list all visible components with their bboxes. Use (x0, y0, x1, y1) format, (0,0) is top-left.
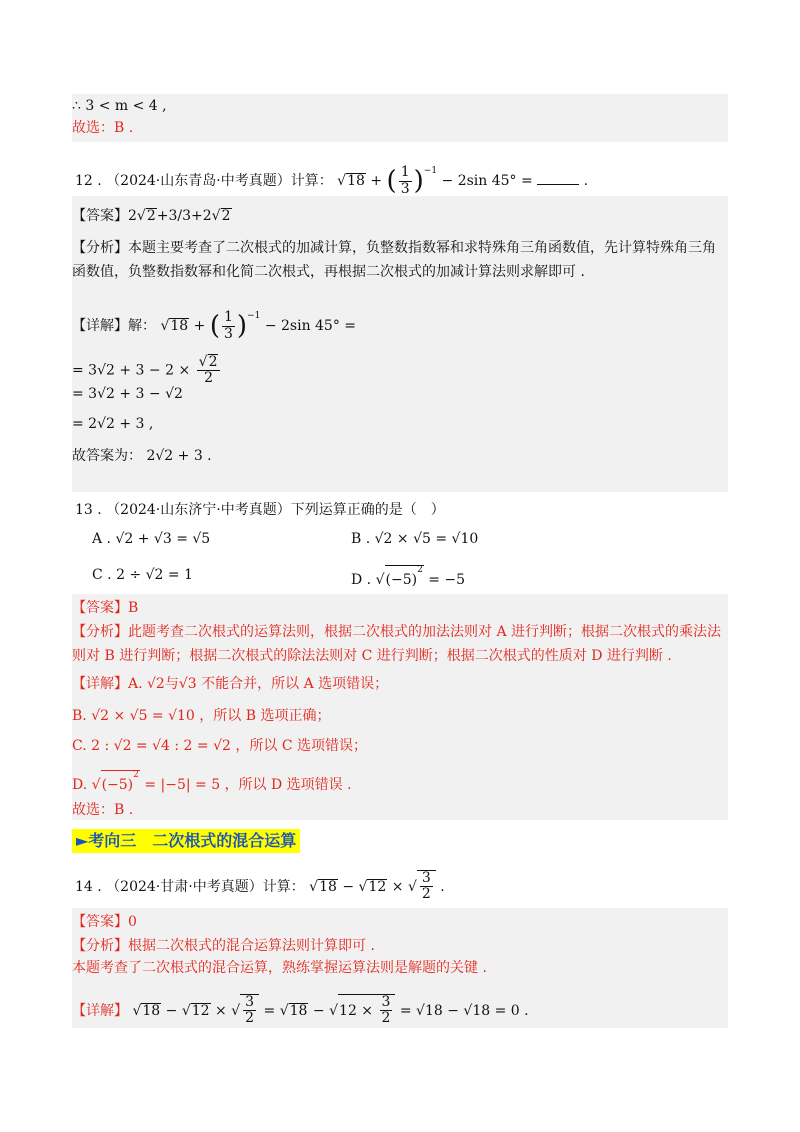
left-paren: ( (386, 166, 397, 196)
exponent-neg1: −1 (423, 166, 438, 176)
sqrt-2: √2 (136, 208, 156, 224)
answer-blank[interactable] (537, 172, 579, 185)
answer-tail: +3/3+2 (156, 208, 212, 224)
right-paren: ) (413, 166, 424, 196)
detail-c-expr: 2 : √2 = √4 : 2 = √2 (91, 738, 231, 754)
final-answer: 故答案为： 2√2 + 3 . (72, 448, 212, 464)
plus-sign: + (370, 173, 383, 189)
question-14 (75, 870, 445, 903)
fraction-one-third: $\frac{1}{3}$ (224, 309, 233, 342)
solution-box-13 (72, 594, 728, 820)
detail-c (72, 736, 728, 756)
conclusion-line: ∴ 3 < m < 4 , (72, 98, 167, 114)
detail-label: 【详解】 (72, 1002, 128, 1019)
sqrt-three-halves: √ $\frac{3}{2}$ (408, 870, 436, 903)
right-paren: ) (236, 311, 248, 341)
sqrt-12: √12 (358, 878, 387, 895)
detail-label: 【详解】解： (72, 318, 156, 334)
detail-d-label: D. (72, 777, 88, 793)
detail-c-label: C. (72, 738, 87, 754)
answer-line: 【答案】2√2+3/3+2√2 (72, 208, 231, 224)
answer-line: 【答案】0 (72, 914, 137, 930)
detail-line: 【详解】 √18 − √12 × √ $\frac{3}{2}$ = √18 − √12 × $\frac{3}{2}$ = √18 − √18 = 0 . (72, 994, 529, 1027)
detail-a-text: 不能合并，所以 A 选项错误； (201, 676, 389, 692)
detail-d-text: ，所以 D 选项错误 . (224, 777, 352, 793)
plus-sign: + (193, 318, 206, 334)
detail-line (72, 306, 728, 342)
analysis-line-2: 本题考查了二次根式的混合运算，熟练掌握运算法则是解题的关键 . (72, 960, 487, 976)
analysis-line-1: 【分析】根据二次根式的混合运算法则计算即可 . (72, 938, 375, 954)
choice-line: 故选：B . (72, 120, 134, 136)
step-3: = 2√2 + 3 , (72, 416, 154, 432)
option-d-tail: = −5 (428, 572, 466, 588)
question-12-text: 12 . （2024·山东青岛·中考真题）计算： (75, 173, 333, 189)
sqrt-neg5-squared: $√(-5)^2$ (375, 565, 423, 588)
fraction-root2-over-2: $\frac{√2}{2}$ (197, 354, 221, 387)
period: . (583, 173, 589, 189)
sqrt-2: √2 (211, 208, 231, 224)
question-14-text: 14 . （2024·甘肃·中考真题）计算： (75, 878, 305, 895)
sqrt-18: √18 (337, 173, 365, 189)
analysis-line-1: 【分析】此题考查二次根式的运算法则，根据二次根式的加法法则对 A 进行判断；根据二次根式的乘法法 (72, 624, 722, 640)
detail-d-tail: = |−5| = 5 (144, 777, 221, 793)
exponent-neg1: −1 (247, 311, 261, 321)
option-d[interactable] (351, 565, 465, 590)
fraction-one-third: $\frac{1}{3}$ (400, 164, 410, 197)
question-12-tail: − 2sin 45° = (441, 173, 533, 189)
expr-tail: − 2sin 45° = (264, 318, 357, 334)
answer-line: 【答案】B (72, 600, 139, 616)
question-13: 13 . （2024·山东济宁·中考真题）下列运算正确的是（ ） (75, 502, 445, 518)
detail-b: B. √2 × √5 = √10 ，所以 B 选项正确； (72, 708, 331, 724)
option-b[interactable]: B . √2 × √5 = √10 (351, 531, 479, 547)
step-1 (72, 354, 728, 387)
question-12 (75, 161, 588, 197)
solution-box-11-tail (72, 94, 728, 142)
analysis-line-2: 函数值，负整数指数幂和化简二次根式，再根据二次根式的加减计算法则求解即可 . (72, 264, 585, 280)
left-paren: ( (209, 311, 220, 341)
sqrt-neg5-squared: $√(-5)^2$ (91, 770, 139, 793)
solution-box-12 (72, 196, 728, 492)
detail-d (72, 770, 728, 795)
period: . (440, 878, 445, 895)
minus-sign: − (342, 878, 355, 895)
solution-box-14 (72, 908, 728, 1028)
sqrt-18: √18 (160, 318, 189, 334)
times-sign: × (391, 878, 404, 895)
detail-result: = √18 − √18 = 0 . (399, 1002, 529, 1019)
detail-a (72, 674, 728, 694)
detail-a-expr: √2与√3 (147, 676, 197, 692)
answer-label: 【答案】 (72, 208, 128, 224)
step-1-text: = 3√2 + 3 − 2 × (72, 362, 191, 379)
analysis-line-1: 【分析】本题主要考查了二次根式的加减计算，负整数指数幂和求特殊角三角函数值，先计算特殊角三角 (72, 240, 716, 256)
detail-c-text: ，所以 C 选项错误； (235, 738, 367, 754)
option-d-label: D . (351, 572, 372, 588)
analysis-line-2: 则对 B 进行判断；根据二次根式的除法法则对 C 进行判断；根据二次根式的性质对 D 进行判断 . (72, 648, 672, 664)
step-2: = 3√2 + 3 − √2 (72, 386, 183, 402)
option-a[interactable]: A . √2 + √3 = √5 (92, 531, 211, 547)
detail-a-label: 【详解】A. (72, 676, 143, 692)
option-c[interactable]: C . 2 ÷ √2 = 1 (92, 567, 193, 583)
section-heading: ►考向三 二次根式的混合运算 (72, 829, 300, 853)
sqrt-18: √18 (309, 878, 337, 895)
final-choice: 故选：B . (72, 802, 134, 818)
